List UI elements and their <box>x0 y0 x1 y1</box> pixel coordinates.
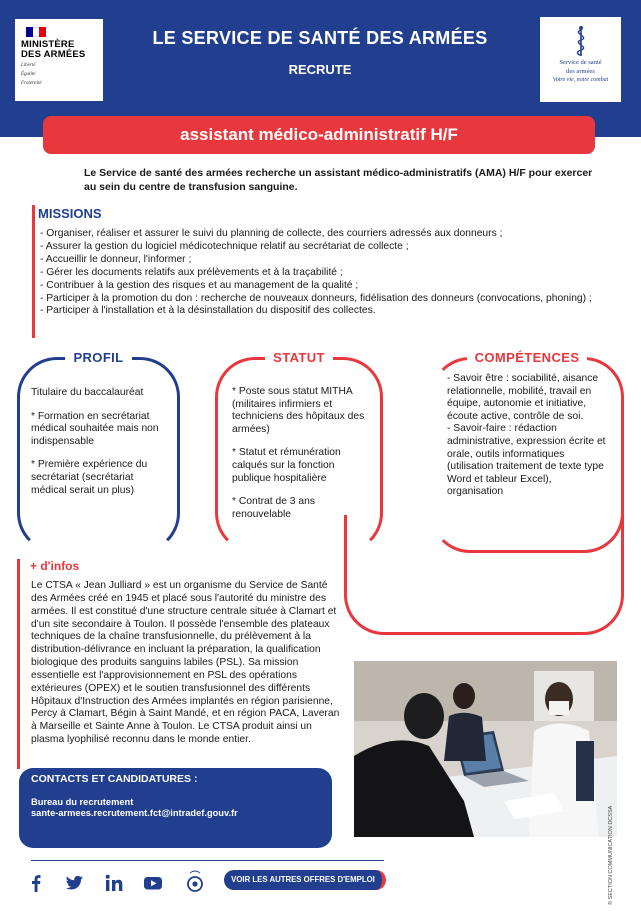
page-title: LE SERVICE DE SANTÉ DES ARMÉES <box>152 28 488 48</box>
marianne-flag-icon <box>26 27 46 37</box>
job-title-banner: assistant médico-administratif H/F <box>43 116 595 154</box>
caduceus-icon <box>566 25 596 57</box>
ministry-name-line2: DES ARMÉES <box>21 49 86 60</box>
ssa-logo <box>540 17 621 102</box>
ministry-name-line1: MINISTÈRE <box>21 39 75 50</box>
profil-box <box>17 350 180 553</box>
infos-text: Le CTSA « Jean Julliard » est un organisme du Service de Santé des Armées créé en 1945 et placé sous l'autorité du ministre des armées. Il est constitué d'une structure centrale située à Clamart et d'un site secondaire à Toulon. Il possède l'ensemble des plateaux techniques de la chaîne transfusionnelle, du prélèvement à la distribution-délivrance en incluant la préparation, la qualification biologique des produits sanguins labiles (PSL). Sa mission essentielle est l'approvisionnement en PSL des opérations extérieures (OPEX) et le soutien transfusionnel des différents Hôpitaux d'Instruction des Armées implantés en région parisienne, Percy à Clamart, Bégin à Saint Mandé, et en région PACA, Laveran à Marseille et Sainte Anne à Toulon. Le CTSA produit ainsi un plasma lyophilisé reconnu dans le monde entier. <box>31 580 340 746</box>
competences-item: - Savoir-faire : rédaction administrative, expression écrite et orale, outils informatiques (utilisation traitement de texte type Word et tableur Excel), organisation <box>447 423 606 498</box>
contact-office: Bureau du recrutement <box>31 797 134 807</box>
profil-item: * Première expérience du secrétariat (secrétariat médical serait un plus) <box>31 459 148 496</box>
statut-heading: STATUT <box>265 350 333 365</box>
my-job-icon[interactable] <box>183 868 207 894</box>
competences-text <box>447 373 607 499</box>
profil-item: * Formation en secrétariat médical souhaitée mais non indispensable <box>31 410 159 447</box>
profil-item: Titulaire du baccalauréat <box>31 387 144 398</box>
photo-credit: © SECTION COMMUNICATION DCSSA <box>608 805 614 905</box>
blood-donation-photo <box>354 661 617 837</box>
motto-line2: Égalité <box>21 72 36 77</box>
contact-email-link[interactable]: sante-armees.recrutement.fct@intradef.gouv.fr <box>31 808 238 818</box>
motto-line1: Liberté <box>21 63 36 68</box>
facebook-icon[interactable] <box>25 872 47 894</box>
contacts-box <box>19 768 332 848</box>
mission-item: - Gérer les documents relatifs aux prélèvements et à la traçabilité ; <box>40 266 343 278</box>
competences-item: - Savoir être : sociabilité, aisance relationnelle, mobilité, travail en équipe, autonomie et initiative, écoute active, contrôle de soi. <box>447 373 599 422</box>
mission-item: - Accueillir le donneur, l'informer ; <box>40 253 192 265</box>
missions-heading: MISSIONS <box>38 206 102 221</box>
footer-divider <box>31 860 384 861</box>
mission-item: - Participer à l'installation et à la désinstallation du dispositif des collectes. <box>40 305 376 317</box>
other-offers-button[interactable]: VOIR LES AUTRES OFFRES D'EMPLOI <box>224 870 386 890</box>
profil-heading: PROFIL <box>65 350 131 365</box>
mission-item: - Contribuer à la gestion des risques et au management de la qualité ; <box>40 279 359 291</box>
ssa-slogan: Votre vie, notre combat <box>552 77 609 83</box>
twitter-icon[interactable] <box>63 872 85 894</box>
competences-box <box>430 350 624 553</box>
motto-line3: Fraternité <box>21 81 42 86</box>
page-subtitle: RECRUTE <box>288 62 352 77</box>
statut-item: * Poste sous statut MITHA (militaires infirmiers et techniciens des hôpitaux des armées) <box>232 386 365 435</box>
ssa-logo-line2: des armées <box>566 68 595 75</box>
intro-text: Le Service de santé des armées recherche un assistant médico-administratifs (AMA) H/F pour exercer au sein du centre de transfusion sanguine. <box>84 167 593 193</box>
missions-accent-bar <box>32 205 35 338</box>
statut-item: * Contrat de 3 ans renouvelable <box>232 496 315 520</box>
youtube-icon[interactable] <box>142 872 164 894</box>
profil-text <box>31 387 171 508</box>
ministry-logo <box>15 19 103 101</box>
infos-heading: + d'infos <box>30 559 80 573</box>
mission-item: - Assurer la gestion du logiciel médicotechnique relatif au secrétariat de collecte ; <box>40 240 409 252</box>
missions-list <box>40 228 600 318</box>
statut-text <box>232 386 372 532</box>
contacts-heading: CONTACTS ET CANDIDATURES : <box>31 773 198 785</box>
linkedin-icon[interactable] <box>103 872 125 894</box>
statut-item: * Statut et rémunération calqués sur la fonction publique hospitalière <box>232 447 341 484</box>
mission-item: - Organiser, réaliser et assurer le suivi du planning de collecte, des courriers adressés aux donneurs ; <box>40 228 503 239</box>
ssa-logo-line1: Service de santé <box>559 59 602 66</box>
mission-item: - Participer à la promotion du don : recherche de nouveaux donneurs, fidélisation des donneurs (convocations, phoning) ; <box>40 292 592 304</box>
competences-heading: COMPÉTENCES <box>467 350 588 365</box>
